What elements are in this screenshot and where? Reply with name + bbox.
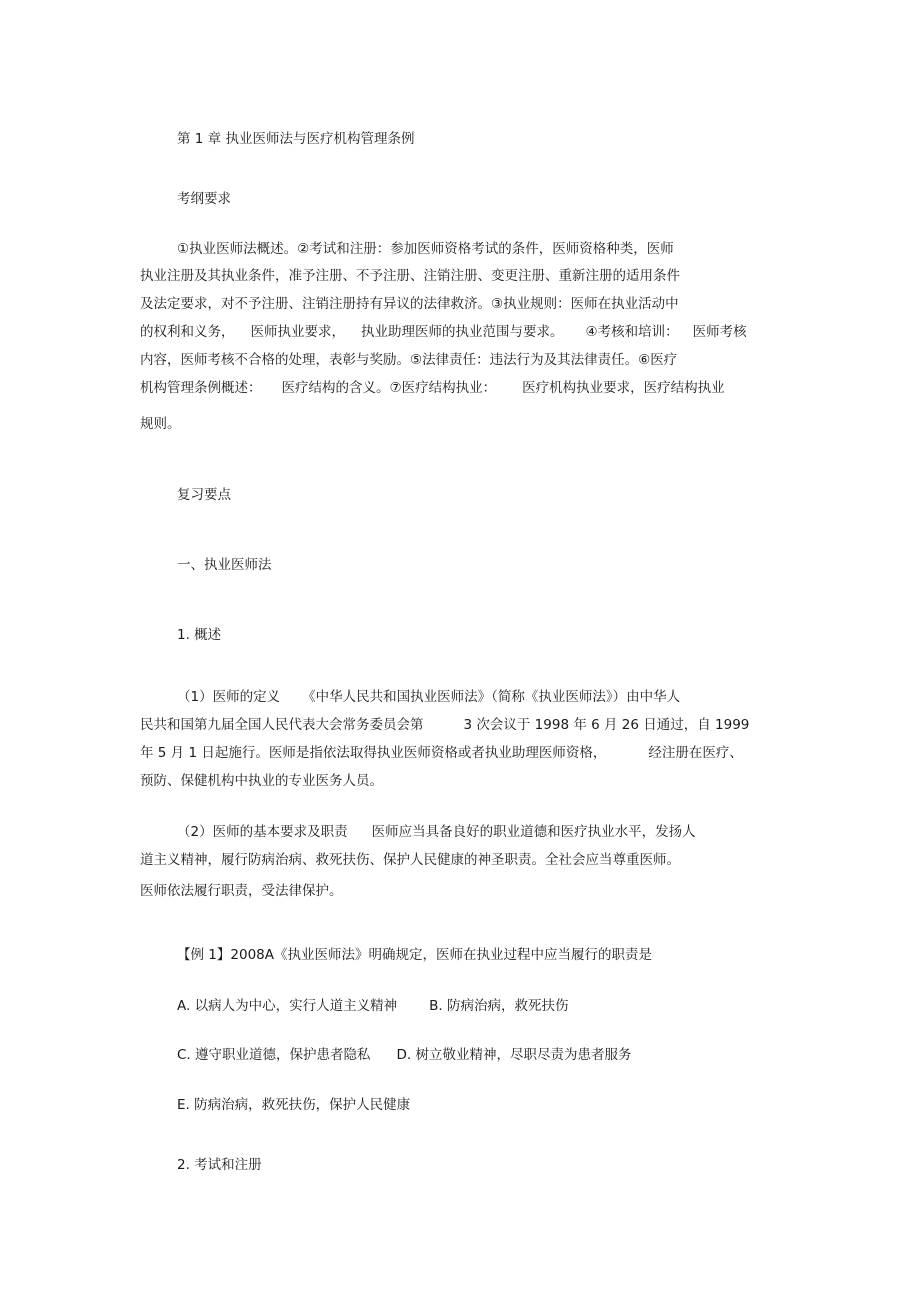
syllabus-heading: 考纲要求 [177, 191, 231, 207]
para-2-line-1-seg-1: （2）医师的基本要求及职责 [177, 824, 348, 840]
syllabus-line-4-seg-3: 执业助理医师的执业范围与要求。 [361, 324, 564, 340]
syllabus-line-6 [140, 379, 725, 397]
option-row-cd [177, 1046, 632, 1064]
section-heading: 一、执业医师法 [177, 557, 272, 573]
para-2-line-3: 医师依法履行职责，受法律保护。 [140, 883, 343, 899]
chapter-title: 第 1 章 执业医师法与医疗机构管理条例 [177, 131, 415, 147]
para-1-line-4: 预防、保健机构中执业的专业医务人员。 [140, 773, 383, 789]
para-2-line-1-seg-2: 医师应当具备良好的职业道德和医疗执业水平，发扬人 [371, 824, 696, 840]
subsection-exam-registration: 2. 考试和注册 [177, 1157, 262, 1173]
example-question-text: 2008A《执业医师法》明确规定，医师在执业过程中应当履行的职责是 [230, 947, 652, 963]
option-d: D. 树立敬业精神，尽职尽责为患者服务 [396, 1047, 632, 1063]
para-1-line-3-seg-2: 经注册在医疗、 [648, 745, 743, 761]
example-question [177, 946, 652, 964]
syllabus-line-7: 规则。 [140, 416, 181, 432]
para-2-line-2: 道主义精神，履行防病治病、救死扶伤、保护人民健康的神圣职责。全社会应当尊重医师。 [140, 852, 680, 868]
para-1-line-3-seg-1: 年 5 月 1 日起施行。医师是指依法取得执业医师资格或者执业助理医师资格， [140, 745, 607, 761]
syllabus-line-6-seg-3: 医疗机构执业要求，医疗结构执业 [522, 380, 725, 396]
para-2-line-1 [177, 823, 696, 841]
para-1-line-3 [140, 744, 743, 762]
option-c: C. 遵守职业道德，保护患者隐私 [177, 1047, 371, 1063]
syllabus-line-4-seg-1: 的权利和义务， [140, 324, 235, 340]
para-1-line-2 [140, 716, 749, 734]
para-1-line-2-seg-1: 民共和国第九届全国人民代表大会常务委员会第 [140, 717, 424, 733]
review-heading: 复习要点 [177, 487, 231, 503]
syllabus-line-2: 执业注册及其执业条件，准予注册、不予注册、注销注册、变更注册、重新注册的适用条件 [140, 268, 680, 284]
para-1-line-1-seg-2: 《中华人民共和国执业医师法》（简称《执业医师法》）由中华人 [302, 689, 681, 705]
syllabus-line-5: 内容，医师考核不合格的处理，表彰与奖励。⑤法律责任：违法行为及其法律责任。⑥医疗 [140, 352, 678, 368]
para-1-line-2-seg-2: 3 次会议于 1998 年 6 月 26 日通过，自 1999 [463, 717, 750, 733]
option-row-ab [177, 997, 568, 1015]
subsection-overview: 1. 概述 [177, 627, 222, 643]
example-label: 【例 1】 [177, 947, 231, 963]
option-e: E. 防病治病，救死扶伤，保护人民健康 [177, 1097, 411, 1113]
option-a: A. 以病人为中心，实行人道主义精神 [177, 998, 398, 1014]
syllabus-line-4-seg-2: 医师执业要求， [250, 324, 345, 340]
syllabus-line-4-seg-4: ④考核和培训： [585, 324, 679, 340]
option-b: B. 防病治病，救死扶伤 [429, 998, 569, 1014]
syllabus-line-1: ①执业医师法概述。②考试和注册：参加医师资格考试的条件，医师资格种类，医师 [177, 241, 674, 257]
syllabus-line-6-seg-1: 机构管理条例概述： [140, 380, 262, 396]
syllabus-line-3: 及法定要求，对不予注册、注销注册持有异议的法律救济。③执业规则：医师在执业活动中 [140, 296, 679, 312]
syllabus-line-6-seg-2: 医疗结构的含义。⑦医疗结构执业： [281, 380, 497, 396]
syllabus-line-4 [140, 323, 747, 341]
syllabus-line-4-seg-5: 医师考核 [692, 324, 747, 340]
para-1-line-1-seg-1: （1）医师的定义 [177, 689, 281, 705]
para-1-line-1 [177, 688, 680, 706]
